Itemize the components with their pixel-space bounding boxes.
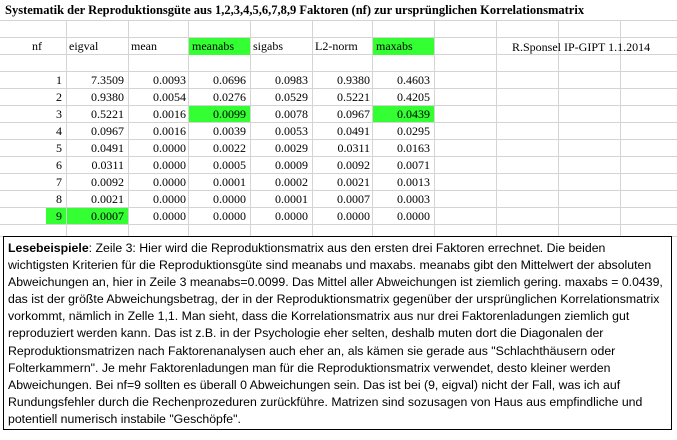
header-l2-norm[interactable]: L2-norm: [315, 39, 358, 53]
value-cell-meanabs[interactable]: 0.0696: [213, 73, 246, 87]
value-cell-mean[interactable]: 0.0000: [153, 192, 186, 206]
row-index-cell[interactable]: 8: [56, 192, 62, 206]
value-cell-sigabs[interactable]: 0.0983: [275, 73, 308, 87]
value-cell-l2-norm[interactable]: 0.5221: [337, 90, 370, 104]
value-cell-meanabs[interactable]: 0.0099: [189, 106, 250, 122]
value-cell-maxabs[interactable]: 0.0013: [397, 175, 430, 189]
value-cell-mean[interactable]: 0.0000: [153, 209, 186, 223]
value-cell-eigval[interactable]: 7.3509: [91, 73, 124, 87]
value-cell-maxabs[interactable]: 0.0295: [397, 124, 430, 138]
value-cell-meanabs[interactable]: 0.0000: [213, 192, 246, 206]
value-cell-eigval[interactable]: 0.5221: [91, 107, 124, 121]
value-cell-meanabs[interactable]: 0.0005: [213, 158, 246, 172]
value-cell-meanabs[interactable]: 0.0022: [213, 141, 246, 155]
value-cell-l2-norm[interactable]: 0.0000: [337, 209, 370, 223]
value-cell-maxabs[interactable]: 0.0439: [373, 106, 434, 122]
value-cell-mean[interactable]: 0.0093: [153, 73, 186, 87]
author-cell[interactable]: R.Sponsel IP-GIPT 1.1.2014: [512, 40, 651, 54]
row-index-cell[interactable]: 5: [56, 141, 62, 155]
value-cell-eigval[interactable]: 0.0311: [91, 158, 124, 172]
value-cell-sigabs[interactable]: 0.0002: [275, 175, 308, 189]
row-index-cell[interactable]: 6: [56, 158, 62, 172]
value-cell-eigval[interactable]: 0.0967: [91, 124, 124, 138]
header-sigabs[interactable]: sigabs: [253, 39, 283, 53]
value-cell-l2-norm[interactable]: 0.0021: [337, 175, 370, 189]
value-cell-meanabs[interactable]: 0.0039: [213, 124, 246, 138]
textbox-heading: Lesebeispiele: [8, 241, 89, 255]
value-cell-sigabs[interactable]: 0.0000: [275, 209, 308, 223]
value-cell-sigabs[interactable]: 0.0529: [275, 90, 308, 104]
value-cell-meanabs[interactable]: 0.0001: [213, 175, 246, 189]
header-maxabs[interactable]: maxabs: [373, 38, 434, 55]
value-cell-maxabs[interactable]: 0.0000: [397, 209, 430, 223]
reading-examples-textbox[interactable]: [3, 236, 672, 430]
value-cell-eigval[interactable]: 0.9380: [91, 90, 124, 104]
value-cell-eigval[interactable]: 0.0092: [91, 175, 124, 189]
grid-vline: [434, 20, 435, 236]
value-cell-maxabs[interactable]: 0.0071: [397, 158, 430, 172]
header-meanabs[interactable]: meanabs: [189, 38, 250, 55]
value-cell-eigval[interactable]: 0.0021: [91, 192, 124, 206]
value-cell-mean[interactable]: 0.0016: [153, 107, 186, 121]
value-cell-l2-norm[interactable]: 0.0092: [337, 158, 370, 172]
value-cell-sigabs[interactable]: 0.0029: [275, 141, 308, 155]
row-index-cell[interactable]: 4: [56, 124, 62, 138]
value-cell-meanabs[interactable]: 0.0000: [213, 209, 246, 223]
textbox-body: : Zeile 3: Hier wird die Reproduktionsmatrix aus den ersten drei Faktoren errechnet. Die beiden wichtigsten Kriterien für die Reproduktionsgüte sind meanabs und maxabs. meanabs gibt den Mittelwert der absoluten Abweichungen an, hier in Zeile 3 meanabs=0.0099. Das Mittel aller Abweichungen ist ziemlich gering. maxabs = 0.0439, das ist der größte Abweichungsbetrag, der in der Reproduktionsmatrix gegenüber der ursprünglichen Korrelationsmatrix vorkommt, nämlich in Zelle 1,1. Man sieht, dass die Korrelationsmatrix aus nur drei Faktorenladungen ziemlich gut reproduziert werden kann. Das ist z.B. in der Psychologie eher selten, deshalb muten dort die Diagonalen der Reproduktionsmatrizen nach Faktorenanalysen auch eher an, als kämen sie gerade aus "Schlachthäusern oder Folterkammern". Je mehr Faktorenladungen man für die Reproduktionsmatrix verwendet, desto kleiner werden Abweichungen. Bei nf=9 sollten es überall 0 Abweichungen sein. Das ist bei (9, eigval) nicht der Fall, was ich auf Rundungsfehler durch die Rechenprozeduren zurückführe. Matrizen sind sozusagen von Haus aus empfindliche und potentiell numerisch instabile "Geschöpfe".: [8, 241, 663, 426]
row-index-cell[interactable]: 2: [56, 90, 62, 104]
row-index-cell[interactable]: 9: [46, 208, 66, 224]
value-cell-l2-norm[interactable]: 0.0311: [337, 141, 370, 155]
value-cell-maxabs[interactable]: 0.0163: [397, 141, 430, 155]
value-cell-maxabs[interactable]: 0.4603: [397, 73, 430, 87]
value-cell-eigval[interactable]: 0.0007: [67, 208, 128, 224]
value-cell-sigabs[interactable]: 0.0053: [275, 124, 308, 138]
value-cell-eigval[interactable]: 0.0491: [91, 141, 124, 155]
value-cell-l2-norm[interactable]: 0.0967: [337, 107, 370, 121]
value-cell-maxabs[interactable]: 0.0003: [397, 192, 430, 206]
value-cell-mean[interactable]: 0.0000: [153, 175, 186, 189]
value-cell-meanabs[interactable]: 0.0276: [213, 90, 246, 104]
value-cell-mean[interactable]: 0.0054: [153, 90, 186, 104]
header-eigval[interactable]: eigval: [69, 39, 99, 53]
row-index-cell[interactable]: 1: [56, 73, 62, 87]
value-cell-mean[interactable]: 0.0016: [153, 124, 186, 138]
row-index-cell[interactable]: 3: [56, 107, 62, 121]
grid-hline: [0, 20, 677, 21]
grid-vline: [496, 20, 497, 236]
sheet-title[interactable]: Systematik der Reproduktionsgüte aus 1,2,3,4,5,6,7,8,9 Faktoren (nf) zur ursprünglichen Korrelationsmatrix: [5, 3, 585, 17]
value-cell-l2-norm[interactable]: 0.0491: [337, 124, 370, 138]
header-mean[interactable]: mean: [131, 39, 157, 53]
value-cell-l2-norm[interactable]: 0.9380: [337, 73, 370, 87]
value-cell-maxabs[interactable]: 0.4205: [397, 90, 430, 104]
row-index-cell[interactable]: 7: [56, 175, 62, 189]
value-cell-mean[interactable]: 0.0000: [153, 158, 186, 172]
value-cell-sigabs[interactable]: 0.0001: [275, 192, 308, 206]
value-cell-l2-norm[interactable]: 0.0007: [337, 192, 370, 206]
value-cell-mean[interactable]: 0.0000: [153, 141, 186, 155]
value-cell-sigabs[interactable]: 0.0009: [275, 158, 308, 172]
header-nf[interactable]: nf: [32, 39, 42, 53]
value-cell-sigabs[interactable]: 0.0078: [275, 107, 308, 121]
